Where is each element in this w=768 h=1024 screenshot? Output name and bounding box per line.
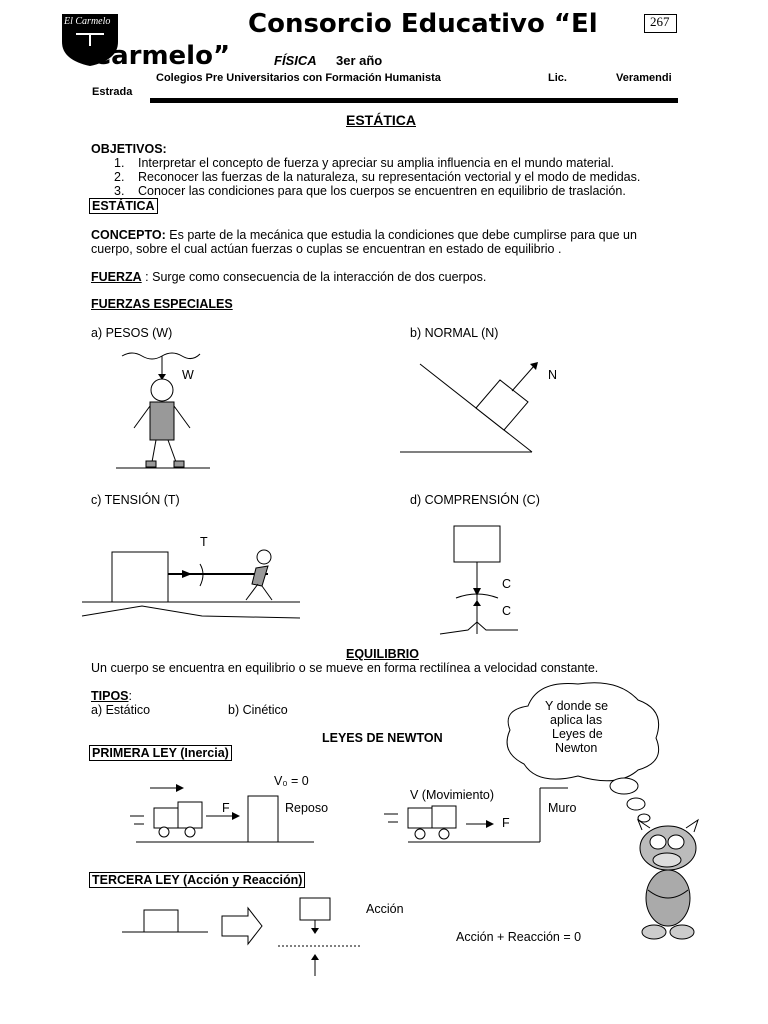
compression-label-1: C <box>502 577 512 591</box>
action-reaction-figure <box>120 896 370 976</box>
objective-2: Reconocer las fuerzas de la naturaleza, su representación vectorial y el modo de medidas. <box>138 170 641 184</box>
header-grade: 3er año <box>336 53 383 68</box>
cartoon-cat <box>626 820 706 950</box>
compression-figure <box>438 524 558 634</box>
tipo-a: a) Estático <box>91 703 151 717</box>
header-title-line2: Carmelo” <box>92 41 231 71</box>
force-d-label: d) COMPRENSIÓN (C) <box>410 493 540 507</box>
concept-line1 <box>91 228 637 242</box>
tipos-line <box>91 689 132 703</box>
special-forces-title: FUERZAS ESPECIALES <box>91 297 233 311</box>
header-rule <box>150 98 678 103</box>
section-estatica: ESTÁTICA <box>89 198 158 214</box>
v-movimiento-label: V (Movimiento) <box>410 788 495 802</box>
normal-figure <box>400 356 540 456</box>
header-subtitle: Colegios Pre Universitarios con Formación Humanista <box>156 72 441 84</box>
cloud-line2: aplica las <box>550 713 603 727</box>
header-teacher-name: Veramendi <box>616 72 672 84</box>
logo-text: El Carmelo <box>64 16 111 27</box>
page-number: 267 <box>650 14 670 29</box>
muro-label: Muro <box>548 801 577 815</box>
header-teacher-name2: Estrada <box>92 86 133 98</box>
tipo-b: b) Cinético <box>228 703 288 717</box>
header-teacher-title: Lic. <box>548 72 567 84</box>
leyes-title: LEYES DE NEWTON <box>322 731 443 745</box>
header-title-line1: Consorcio Educativo “El <box>248 9 598 39</box>
weight-label: W <box>182 368 194 382</box>
concept-text: Es parte de la mecánica que estudia la condiciones que debe cumplirse para que un <box>165 228 637 242</box>
tercera-ley-title: TERCERA LEY (Acción y Reacción) <box>89 872 305 888</box>
cloud-line3: Leyes de <box>552 727 603 741</box>
reposo-label: Reposo <box>285 801 329 815</box>
normal-label: N <box>548 368 558 382</box>
v0-label: V₀ = 0 <box>274 774 309 788</box>
fuerza-line <box>91 270 486 284</box>
f1-label: F <box>222 801 230 815</box>
force-a-label: a) PESOS (W) <box>91 326 173 340</box>
header-subject: FÍSICA <box>274 53 317 68</box>
concept-line2: cuerpo, sobre el cual actúan fuerzas o cuplas se encuentran en estado de equilibrio . <box>91 242 562 256</box>
equilibrio-text: Un cuerpo se encuentra en equilibrio o se mueve en forma rectilínea a velocidad constante. <box>91 661 599 675</box>
tipos-label: TIPOS <box>91 689 129 703</box>
tipos-colon: : <box>128 689 132 703</box>
compression-label-2: C <box>502 604 512 618</box>
objective-1-num: 1. <box>114 156 125 170</box>
fuerza-label: FUERZA <box>91 270 142 284</box>
inertia-wall-figure <box>380 786 570 846</box>
objective-3: Conocer las condiciones para que los cuerpos se encuentren en equilibrio de traslación. <box>138 184 626 198</box>
force-c-label: c) TENSIÓN (T) <box>91 493 180 507</box>
doc-title: ESTÁTICA <box>346 112 416 128</box>
objective-2-num: 2. <box>114 170 125 184</box>
primera-ley-title: PRIMERA LEY (Inercia) <box>89 745 232 761</box>
objective-1: Interpretar el concepto de fuerza y apreciar su amplia influencia en el mundo material. <box>138 156 614 170</box>
force-b-label: b) NORMAL (N) <box>410 326 499 340</box>
accion-label: Acción <box>366 902 404 916</box>
cloud-line4: Newton <box>555 741 598 755</box>
equilibrio-title: EQUILIBRIO <box>346 647 419 661</box>
concept-label: CONCEPTO: <box>91 228 166 242</box>
accion-reaccion-label: Acción + Reacción = 0 <box>456 930 582 944</box>
weight-figure <box>112 348 212 468</box>
f2-label: F <box>502 816 510 830</box>
tension-label: T <box>200 535 208 549</box>
objectives-title: OBJETIVOS: <box>91 142 167 156</box>
tension-figure <box>82 542 302 622</box>
fuerza-text: : Surge como consecuencia de la interacción de dos cuerpos. <box>141 270 487 284</box>
cloud-line1: Y donde se <box>545 699 609 713</box>
objective-3-num: 3. <box>114 184 125 198</box>
